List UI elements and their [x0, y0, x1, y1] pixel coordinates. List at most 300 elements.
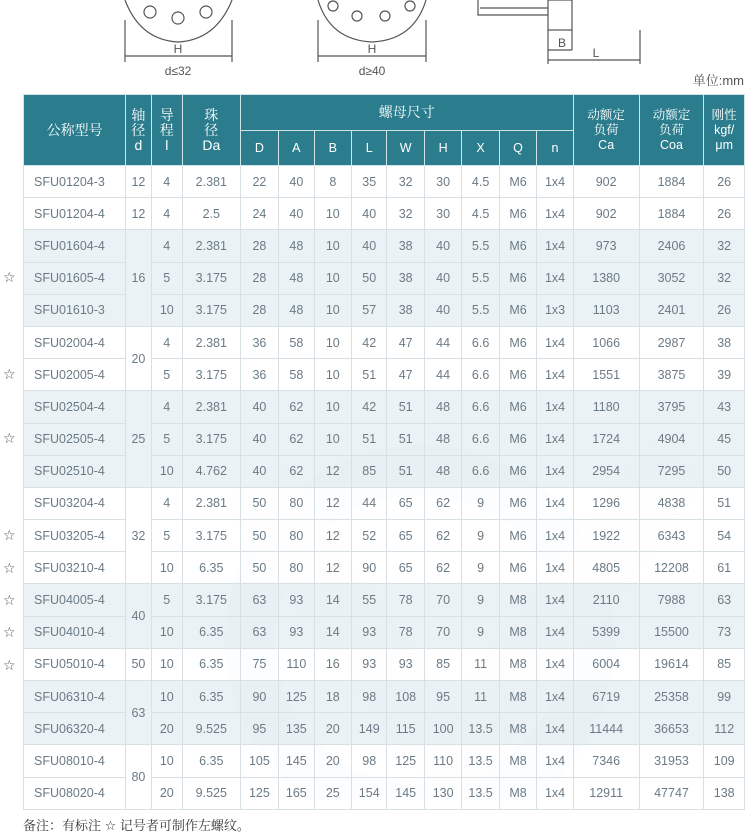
- cell-h: 44: [424, 359, 461, 391]
- table-row: [24, 745, 745, 777]
- cell-l: 93: [352, 616, 387, 648]
- cell-l: 98: [352, 681, 387, 713]
- cell-model: SFU05010-4: [24, 648, 126, 680]
- cell-x: 11: [462, 648, 499, 680]
- cell-coa: 2401: [639, 294, 704, 326]
- left-thread-star-icon: ☆: [3, 268, 16, 285]
- cell-b: 8: [314, 166, 351, 198]
- cell-n: 1x3: [537, 294, 574, 326]
- cell-a: 93: [279, 584, 314, 616]
- cell-b: 18: [314, 681, 351, 713]
- cell-b: 20: [314, 745, 351, 777]
- cell-k: 99: [704, 681, 745, 713]
- cell-model: SFU04010-4: [24, 616, 126, 648]
- cell-k: 26: [704, 166, 745, 198]
- subcol-l: L: [352, 131, 387, 166]
- cell-coa: 1884: [639, 198, 704, 230]
- dim-d-left: d≤32: [164, 64, 192, 78]
- cell-da: 2.381: [182, 487, 240, 519]
- cell-n: 1x4: [537, 713, 574, 745]
- col-dynamic-load: 动额定 负荷 Ca: [573, 95, 639, 166]
- cell-x: 4.5: [462, 198, 499, 230]
- cell-ca: 4805: [573, 552, 639, 584]
- cell-q: M8: [499, 584, 536, 616]
- cell-d: 40: [240, 423, 278, 455]
- left-thread-star-icon: ☆: [3, 624, 16, 641]
- cell-l: 98: [352, 745, 387, 777]
- cell-model: SFU02004-4: [24, 326, 126, 358]
- table-row: [24, 326, 745, 358]
- cell-ca: 6004: [573, 648, 639, 680]
- cell-l: 51: [352, 423, 387, 455]
- cell-l: 10: [151, 681, 182, 713]
- cell-h: 30: [424, 166, 461, 198]
- cell-ca: 12911: [573, 777, 639, 809]
- cell-l: 90: [352, 552, 387, 584]
- cell-a: 135: [279, 713, 314, 745]
- cell-a: 93: [279, 616, 314, 648]
- cell-l: 20: [151, 713, 182, 745]
- subcol-q: Q: [499, 131, 536, 166]
- cell-x: 9: [462, 584, 499, 616]
- col-model: 公称型号: [24, 95, 126, 166]
- cell-w: 65: [387, 520, 424, 552]
- cell-d: 40: [240, 391, 278, 423]
- col-static-load: 动额定 负荷 Coa: [639, 95, 704, 166]
- cell-b: 10: [314, 262, 351, 294]
- cell-q: M6: [499, 326, 536, 358]
- cell-ca: 1922: [573, 520, 639, 552]
- cell-x: 9: [462, 487, 499, 519]
- cell-k: 50: [704, 455, 745, 487]
- cell-model: SFU03210-4: [24, 552, 126, 584]
- cell-w: 51: [387, 423, 424, 455]
- cell-h: 40: [424, 294, 461, 326]
- cell-w: 115: [387, 713, 424, 745]
- cell-w: 145: [387, 777, 424, 809]
- cell-q: M8: [499, 713, 536, 745]
- col-lead: 导 程 l: [151, 95, 182, 166]
- cell-ca: 1551: [573, 359, 639, 391]
- cell-h: 70: [424, 584, 461, 616]
- cell-l: 154: [352, 777, 387, 809]
- cell-n: 1x4: [537, 198, 574, 230]
- cell-l: 4: [151, 166, 182, 198]
- cell-w: 78: [387, 584, 424, 616]
- cell-ca: 5399: [573, 616, 639, 648]
- cell-d: 105: [240, 745, 278, 777]
- cell-model: SFU02005-4: [24, 359, 126, 391]
- cell-h: 48: [424, 455, 461, 487]
- cell-a: 145: [279, 745, 314, 777]
- cell-w: 38: [387, 262, 424, 294]
- cell-ca: 6719: [573, 681, 639, 713]
- cell-coa: 25358: [639, 681, 704, 713]
- cell-d: 63: [240, 616, 278, 648]
- cell-da: 3.175: [182, 584, 240, 616]
- cell-h: 44: [424, 326, 461, 358]
- cell-a: 80: [279, 487, 314, 519]
- cell-coa: 2987: [639, 326, 704, 358]
- cell-h: 48: [424, 391, 461, 423]
- col-rigidity: 刚性 kgf/ μm: [704, 95, 745, 166]
- cell-a: 48: [279, 230, 314, 262]
- cell-da: 6.35: [182, 552, 240, 584]
- cell-q: M6: [499, 552, 536, 584]
- cell-n: 1x4: [537, 648, 574, 680]
- cell-a: 62: [279, 391, 314, 423]
- cell-d: 28: [240, 294, 278, 326]
- cell-d: 36: [240, 326, 278, 358]
- cell-n: 1x4: [537, 326, 574, 358]
- cell-l: 51: [352, 359, 387, 391]
- cell-coa: 1884: [639, 166, 704, 198]
- cell-coa: 12208: [639, 552, 704, 584]
- cell-k: 109: [704, 745, 745, 777]
- cell-coa: 6343: [639, 520, 704, 552]
- cell-a: 58: [279, 326, 314, 358]
- cell-l: 5: [151, 423, 182, 455]
- cell-da: 3.175: [182, 262, 240, 294]
- cell-x: 9: [462, 552, 499, 584]
- cell-k: 45: [704, 423, 745, 455]
- cell-da: 2.381: [182, 326, 240, 358]
- cell-q: M6: [499, 423, 536, 455]
- cell-k: 73: [704, 616, 745, 648]
- table-row: [24, 584, 745, 616]
- cell-b: 12: [314, 487, 351, 519]
- cell-a: 80: [279, 520, 314, 552]
- cell-l: 55: [352, 584, 387, 616]
- cell-w: 51: [387, 391, 424, 423]
- cell-d: 36: [240, 359, 278, 391]
- cell-n: 1x4: [537, 455, 574, 487]
- cell-l: 10: [151, 745, 182, 777]
- left-thread-star-icon: ☆: [3, 591, 16, 608]
- cell-n: 1x4: [537, 423, 574, 455]
- cell-l: 44: [352, 487, 387, 519]
- cell-k: 61: [704, 552, 745, 584]
- dim-b: B: [557, 36, 567, 50]
- cell-w: 93: [387, 648, 424, 680]
- cell-q: M6: [499, 198, 536, 230]
- subcol-h: H: [424, 131, 461, 166]
- cell-x: 4.5: [462, 166, 499, 198]
- cell-l: 5: [151, 584, 182, 616]
- cell-x: 6.6: [462, 423, 499, 455]
- cell-l: 42: [352, 391, 387, 423]
- cell-b: 20: [314, 713, 351, 745]
- cell-da: 2.381: [182, 166, 240, 198]
- cell-coa: 7295: [639, 455, 704, 487]
- cell-q: M6: [499, 166, 536, 198]
- cell-model: SFU06310-4: [24, 681, 126, 713]
- cell-b: 12: [314, 552, 351, 584]
- cell-w: 47: [387, 326, 424, 358]
- cell-d: 90: [240, 681, 278, 713]
- cell-h: 110: [424, 745, 461, 777]
- cell-b: 12: [314, 455, 351, 487]
- cell-b: 10: [314, 423, 351, 455]
- cell-a: 62: [279, 455, 314, 487]
- left-thread-star-icon: ☆: [3, 430, 16, 447]
- cell-w: 38: [387, 294, 424, 326]
- cell-k: 38: [704, 326, 745, 358]
- cell-model: SFU01610-3: [24, 294, 126, 326]
- cell-h: 70: [424, 616, 461, 648]
- subcol-x: X: [462, 131, 499, 166]
- cell-l: 40: [352, 230, 387, 262]
- cell-ca: 1180: [573, 391, 639, 423]
- cell-n: 1x4: [537, 391, 574, 423]
- cell-shaft-diameter: 63: [126, 681, 151, 745]
- cell-da: 6.35: [182, 648, 240, 680]
- cell-shaft-diameter: 80: [126, 745, 151, 809]
- cell-n: 1x4: [537, 777, 574, 809]
- cell-w: 32: [387, 198, 424, 230]
- cell-n: 1x4: [537, 487, 574, 519]
- dim-l: L: [592, 46, 600, 60]
- cell-h: 130: [424, 777, 461, 809]
- cell-coa: 3875: [639, 359, 704, 391]
- cell-model: SFU02505-4: [24, 423, 126, 455]
- cell-h: 30: [424, 198, 461, 230]
- cell-d: 63: [240, 584, 278, 616]
- subcol-w: W: [387, 131, 424, 166]
- cell-l: 149: [352, 713, 387, 745]
- cell-x: 6.6: [462, 391, 499, 423]
- cell-l: 42: [352, 326, 387, 358]
- cell-a: 165: [279, 777, 314, 809]
- cell-x: 13.5: [462, 745, 499, 777]
- cell-da: 2.381: [182, 230, 240, 262]
- cell-ca: 1724: [573, 423, 639, 455]
- cell-coa: 31953: [639, 745, 704, 777]
- cell-ca: 2954: [573, 455, 639, 487]
- cell-q: M6: [499, 455, 536, 487]
- cell-w: 78: [387, 616, 424, 648]
- cell-k: 54: [704, 520, 745, 552]
- cell-l: 35: [352, 166, 387, 198]
- cell-l: 5: [151, 520, 182, 552]
- cell-shaft-diameter: 32: [126, 487, 151, 584]
- cell-l: 4: [151, 326, 182, 358]
- cell-coa: 36653: [639, 713, 704, 745]
- cell-coa: 4904: [639, 423, 704, 455]
- cell-w: 65: [387, 487, 424, 519]
- cell-l: 4: [151, 230, 182, 262]
- left-thread-star-icon: ☆: [3, 527, 16, 544]
- cell-k: 43: [704, 391, 745, 423]
- cell-model: SFU03204-4: [24, 487, 126, 519]
- cell-w: 47: [387, 359, 424, 391]
- cell-model: SFU02510-4: [24, 455, 126, 487]
- cell-w: 38: [387, 230, 424, 262]
- cell-l: 93: [352, 648, 387, 680]
- cell-q: M6: [499, 294, 536, 326]
- cell-q: M8: [499, 745, 536, 777]
- cell-l: 5: [151, 262, 182, 294]
- cell-coa: 15500: [639, 616, 704, 648]
- cell-da: 4.762: [182, 455, 240, 487]
- cell-a: 62: [279, 423, 314, 455]
- subcol-d: D: [240, 131, 278, 166]
- cell-shaft-diameter: 50: [126, 648, 151, 680]
- cell-x: 13.5: [462, 713, 499, 745]
- cell-b: 14: [314, 584, 351, 616]
- cell-n: 1x4: [537, 681, 574, 713]
- flange-diagram: [0, 0, 750, 82]
- cell-model: SFU06320-4: [24, 713, 126, 745]
- cell-b: 10: [314, 230, 351, 262]
- dim-h-right: H: [367, 42, 377, 56]
- cell-shaft-diameter: 25: [126, 391, 151, 488]
- cell-shaft-diameter: 20: [126, 326, 151, 390]
- table-row: [24, 166, 745, 198]
- cell-q: M8: [499, 616, 536, 648]
- cell-d: 95: [240, 713, 278, 745]
- cell-da: 9.525: [182, 713, 240, 745]
- cell-ca: 973: [573, 230, 639, 262]
- cell-d: 22: [240, 166, 278, 198]
- cell-da: 3.175: [182, 423, 240, 455]
- table-row: [24, 230, 745, 262]
- cell-n: 1x4: [537, 745, 574, 777]
- cell-da: 3.175: [182, 359, 240, 391]
- table-row: [24, 391, 745, 423]
- cell-coa: 47747: [639, 777, 704, 809]
- cell-l: 4: [151, 391, 182, 423]
- cell-l: 57: [352, 294, 387, 326]
- cell-h: 48: [424, 423, 461, 455]
- cell-d: 28: [240, 230, 278, 262]
- col-nut-dims: 螺母尺寸: [240, 95, 573, 131]
- cell-h: 62: [424, 520, 461, 552]
- cell-l: 40: [352, 198, 387, 230]
- cell-k: 26: [704, 294, 745, 326]
- cell-d: 28: [240, 262, 278, 294]
- cell-model: SFU04005-4: [24, 584, 126, 616]
- cell-n: 1x4: [537, 584, 574, 616]
- cell-b: 10: [314, 294, 351, 326]
- cell-d: 24: [240, 198, 278, 230]
- cell-a: 125: [279, 681, 314, 713]
- cell-ca: 1380: [573, 262, 639, 294]
- cell-w: 65: [387, 552, 424, 584]
- cell-q: M6: [499, 359, 536, 391]
- cell-a: 40: [279, 166, 314, 198]
- left-thread-star-icon: ☆: [3, 365, 16, 382]
- cell-coa: 4838: [639, 487, 704, 519]
- subcol-b: B: [314, 131, 351, 166]
- cell-n: 1x4: [537, 520, 574, 552]
- subcol-a: A: [279, 131, 314, 166]
- cell-da: 9.525: [182, 777, 240, 809]
- cell-coa: 2406: [639, 230, 704, 262]
- left-thread-star-icon: ☆: [3, 656, 16, 673]
- cell-h: 100: [424, 713, 461, 745]
- cell-x: 13.5: [462, 777, 499, 809]
- cell-n: 1x4: [537, 262, 574, 294]
- cell-b: 12: [314, 520, 351, 552]
- cell-a: 40: [279, 198, 314, 230]
- cell-q: M6: [499, 520, 536, 552]
- cell-x: 6.6: [462, 455, 499, 487]
- cell-l: 4: [151, 487, 182, 519]
- cell-da: 6.35: [182, 745, 240, 777]
- cell-q: M6: [499, 262, 536, 294]
- cell-n: 1x4: [537, 359, 574, 391]
- cell-da: 2.5: [182, 198, 240, 230]
- cell-n: 1x4: [537, 166, 574, 198]
- cell-shaft-diameter: 12: [126, 166, 151, 198]
- cell-x: 5.5: [462, 230, 499, 262]
- cell-a: 48: [279, 294, 314, 326]
- table-row: [24, 681, 745, 713]
- cell-coa: 7988: [639, 584, 704, 616]
- cell-q: M8: [499, 777, 536, 809]
- cell-k: 138: [704, 777, 745, 809]
- cell-x: 9: [462, 520, 499, 552]
- cell-q: M8: [499, 648, 536, 680]
- cell-x: 5.5: [462, 294, 499, 326]
- cell-da: 2.381: [182, 391, 240, 423]
- cell-a: 110: [279, 648, 314, 680]
- cell-x: 11: [462, 681, 499, 713]
- cell-a: 58: [279, 359, 314, 391]
- cell-k: 112: [704, 713, 745, 745]
- cell-h: 85: [424, 648, 461, 680]
- cell-ca: 1103: [573, 294, 639, 326]
- unit-label: 单位:mm: [692, 73, 744, 88]
- cell-n: 1x4: [537, 230, 574, 262]
- cell-model: SFU02504-4: [24, 391, 126, 423]
- cell-model: SFU01204-4: [24, 198, 126, 230]
- cell-k: 26: [704, 198, 745, 230]
- cell-b: 25: [314, 777, 351, 809]
- cell-model: SFU01605-4: [24, 262, 126, 294]
- cell-d: 50: [240, 520, 278, 552]
- cell-x: 6.6: [462, 359, 499, 391]
- cell-model: SFU01204-3: [24, 166, 126, 198]
- cell-coa: 3795: [639, 391, 704, 423]
- cell-b: 16: [314, 648, 351, 680]
- cell-k: 63: [704, 584, 745, 616]
- cell-d: 125: [240, 777, 278, 809]
- cell-k: 39: [704, 359, 745, 391]
- footnote: 备注：有标注 ☆ 记号者可制作左螺纹。: [23, 818, 250, 833]
- cell-k: 85: [704, 648, 745, 680]
- cell-shaft-diameter: 40: [126, 584, 151, 648]
- cell-a: 48: [279, 262, 314, 294]
- cell-b: 10: [314, 326, 351, 358]
- cell-ca: 7346: [573, 745, 639, 777]
- cell-k: 32: [704, 262, 745, 294]
- cell-w: 125: [387, 745, 424, 777]
- cell-h: 62: [424, 552, 461, 584]
- cell-ca: 1066: [573, 326, 639, 358]
- cell-b: 10: [314, 198, 351, 230]
- cell-k: 51: [704, 487, 745, 519]
- cell-n: 1x4: [537, 552, 574, 584]
- cell-x: 9: [462, 616, 499, 648]
- cell-l: 50: [352, 262, 387, 294]
- cell-l: 10: [151, 455, 182, 487]
- cell-q: M6: [499, 487, 536, 519]
- cell-x: 6.6: [462, 326, 499, 358]
- cell-q: M6: [499, 230, 536, 262]
- cell-q: M8: [499, 681, 536, 713]
